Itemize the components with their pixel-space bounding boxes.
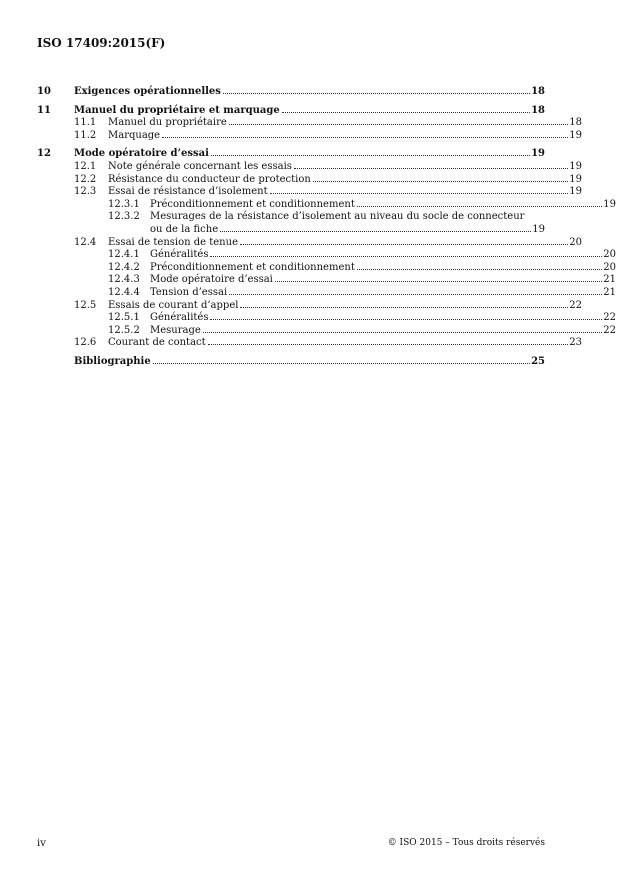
toc-entry-number: 10 <box>37 86 51 97</box>
toc-entry-number: 11.2 <box>74 129 97 141</box>
toc-entry-title: Généralités <box>150 312 209 324</box>
toc-entry-title-continued: ou de la fiche <box>150 223 219 235</box>
toc-entry[interactable] <box>37 174 582 187</box>
toc-entry-title: Mesurages de la résistance d’isolement au niveau du socle de connecteur <box>150 211 525 223</box>
toc-entry-page: 19 <box>603 198 616 210</box>
toc-entry-number: 12.4.4 <box>108 286 140 298</box>
toc-entry-title: Marquage <box>108 129 161 141</box>
toc-entry-number: 12.4.1 <box>108 249 140 261</box>
toc-dot-leader <box>153 362 530 364</box>
toc-entry-page: 20 <box>569 236 582 248</box>
toc-entry-title: Généralités <box>150 249 209 261</box>
toc-entry[interactable] <box>37 211 545 236</box>
toc-entry-page: 25 <box>531 355 545 367</box>
toc-dot-leader <box>294 167 568 169</box>
toc-entry-title: Mode opératoire d’essai <box>74 148 209 160</box>
toc-entry[interactable] <box>37 325 616 338</box>
toc-entry-page: 21 <box>603 274 616 286</box>
toc-entry-number: 12.3 <box>74 186 97 198</box>
toc-entry-number: 12.1 <box>74 160 97 172</box>
toc-entry[interactable] <box>37 199 616 212</box>
toc-entry-title: Manuel du propriétaire <box>108 117 227 129</box>
toc-dot-leader <box>270 192 569 194</box>
toc-entry[interactable] <box>37 262 616 275</box>
footer-copyright: © ISO 2015 – Tous droits réservés <box>387 838 545 848</box>
toc-entry-number: 11.1 <box>74 117 97 129</box>
toc-entry-number: 12 <box>37 148 51 160</box>
toc-entry-page: 19 <box>569 160 582 172</box>
toc-dot-leader <box>162 136 568 138</box>
toc-entry-number: 12.3.2 <box>108 211 140 223</box>
toc-entry[interactable] <box>37 249 616 262</box>
toc-entry-page: 19 <box>531 148 545 160</box>
toc-entry-page: 21 <box>603 286 616 298</box>
toc-entry-title: Essai de résistance d’isolement <box>108 186 268 198</box>
toc-entry[interactable] <box>37 337 582 350</box>
toc-entry-title: Bibliographie <box>74 355 151 367</box>
toc-entry-title: Note générale concernant les essais <box>108 160 292 172</box>
toc-entry-page: 23 <box>569 337 582 349</box>
toc-dot-leader <box>275 280 602 282</box>
table-of-contents <box>37 86 616 368</box>
toc-entry[interactable] <box>37 86 545 99</box>
toc-entry[interactable] <box>37 117 582 130</box>
toc-entry-page: 19 <box>569 173 582 185</box>
toc-entry-page: 18 <box>569 117 582 129</box>
toc-entry[interactable] <box>37 186 582 199</box>
toc-entry-page: 22 <box>603 312 616 324</box>
document-header-id: ISO 17409:2015(F) <box>37 36 166 50</box>
toc-entry-title: Courant de contact <box>108 337 206 349</box>
toc-entry[interactable] <box>37 130 582 143</box>
toc-dot-leader <box>357 205 602 207</box>
toc-entry-number: 11 <box>37 104 51 116</box>
toc-entry[interactable] <box>37 312 616 325</box>
toc-entry-number: 12.6 <box>74 337 97 349</box>
toc-entry-number: 12.4.2 <box>108 261 140 273</box>
toc-dot-leader <box>220 230 531 232</box>
toc-entry-title: Essais de courant d’appel <box>108 299 239 311</box>
toc-entry[interactable] <box>37 148 545 161</box>
toc-entry-title: Exigences opérationnelles <box>74 86 221 97</box>
footer-page-number: iv <box>37 838 46 849</box>
toc-entry-page: 18 <box>531 104 545 116</box>
toc-entry[interactable] <box>37 287 616 300</box>
toc-entry-page: 22 <box>569 299 582 311</box>
toc-entry-page: 22 <box>603 324 616 336</box>
toc-entry-number: 12.5.2 <box>108 324 140 336</box>
toc-dot-leader <box>203 331 602 333</box>
toc-entry-page: 19 <box>569 129 582 141</box>
toc-dot-leader <box>282 111 530 113</box>
toc-entry-page: 19 <box>569 186 582 198</box>
toc-entry[interactable] <box>37 300 582 313</box>
toc-entry[interactable] <box>37 105 545 118</box>
toc-entry-number: 12.5.1 <box>108 312 140 324</box>
toc-dot-leader <box>223 92 530 94</box>
toc-entry-title: Manuel du propriétaire et marquage <box>74 104 280 116</box>
toc-dot-leader <box>229 293 602 295</box>
toc-entry[interactable] <box>37 274 616 287</box>
toc-entry-page: 18 <box>531 86 545 97</box>
toc-dot-leader <box>357 268 602 270</box>
toc-entry-number: 12.3.1 <box>108 198 140 210</box>
toc-entry-number: 12.5 <box>74 299 97 311</box>
toc-entry-title: Essai de tension de tenue <box>108 236 238 248</box>
toc-dot-leader <box>208 343 569 345</box>
toc-entry-title: Mesurage <box>150 324 201 336</box>
toc-dot-leader <box>210 255 602 257</box>
toc-entry[interactable] <box>37 356 545 369</box>
toc-entry-title: Résistance du conducteur de protection <box>108 173 311 185</box>
toc-entry-page: 20 <box>603 249 616 261</box>
toc-dot-leader <box>211 154 530 156</box>
toc-dot-leader <box>229 123 568 125</box>
toc-dot-leader <box>210 318 602 320</box>
toc-entry-title: Préconditionnement et conditionnement <box>150 198 355 210</box>
toc-entry[interactable] <box>37 237 582 250</box>
toc-entry-page: 20 <box>603 261 616 273</box>
toc-entry-number: 12.4.3 <box>108 274 140 286</box>
toc-entry-title: Préconditionnement et conditionnement <box>150 261 355 273</box>
toc-entry-number: 12.4 <box>74 236 97 248</box>
toc-entry-page: 19 <box>532 223 545 235</box>
toc-dot-leader <box>313 180 568 182</box>
toc-dot-leader <box>240 306 568 308</box>
toc-entry-number: 12.2 <box>74 173 97 185</box>
toc-dot-leader <box>240 243 568 245</box>
toc-entry-title: Mode opératoire d’essai <box>150 274 273 286</box>
toc-entry[interactable] <box>37 161 582 174</box>
toc-entry-title: Tension d’essai <box>150 286 228 298</box>
